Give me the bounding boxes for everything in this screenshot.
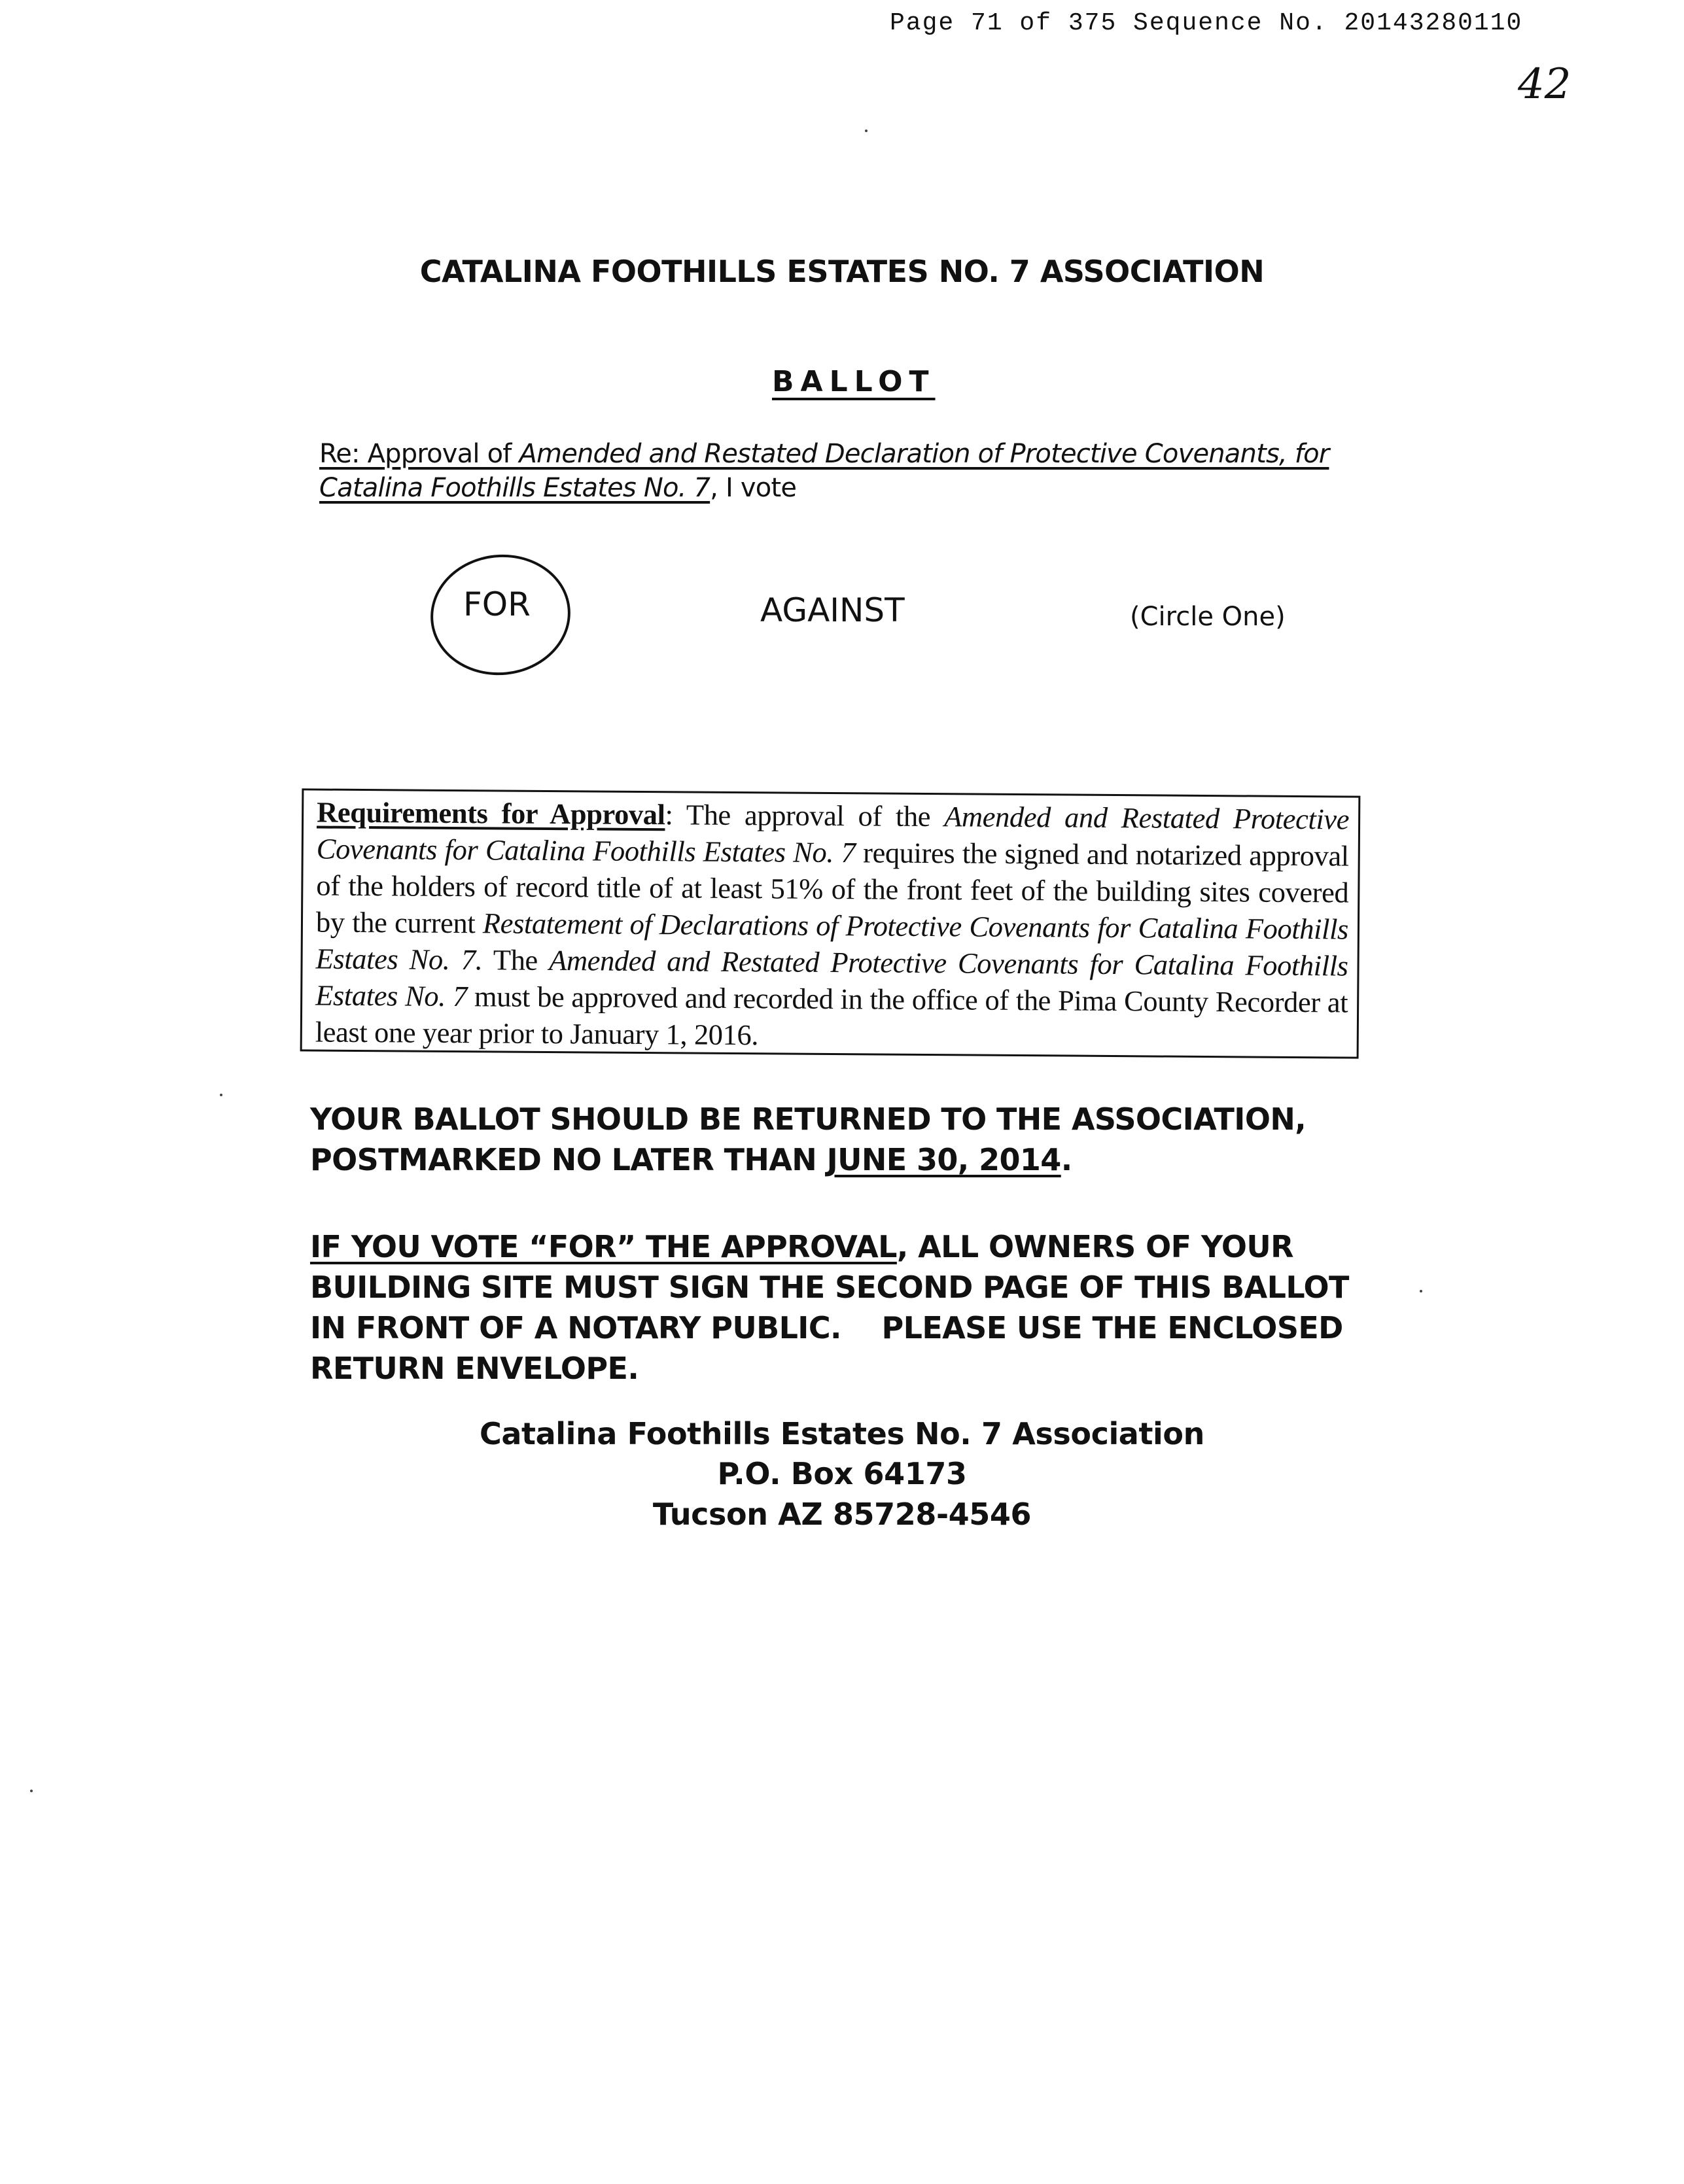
address-city: Tucson AZ 85728-4546: [652, 1497, 1032, 1532]
subject-document-name: Amended and Restated Declaration of Protective Covenants, for Catalina Foothills Estates No. 7: [319, 439, 1329, 503]
return-deadline-date: JUNE 30, 2014: [826, 1142, 1061, 1177]
address-po-box: P.O. Box 64173: [717, 1456, 967, 1491]
vote-note-rest: , ALL OWNERS OF YOUR BUILDING SITE MUST SIGN THE SECOND PAGE OF THIS BALLOT IN FRONT OF A NOTARY PUBLIC. PLEASE USE THE ENCLOSED RETURN ENVELOPE.: [310, 1229, 1359, 1386]
vote-option-for[interactable]: FOR: [463, 585, 531, 623]
vote-note-lead: IF YOU VOTE “FOR” THE APPROVAL: [310, 1229, 897, 1264]
requirements-heading: Requirements for Approval: [316, 795, 665, 831]
requirements-doc-3: Amended and Restated Protective Covenants for Catalina Foothills Estates No. 7: [315, 944, 1348, 1013]
scan-speck: [220, 1094, 222, 1096]
requirements-text-2: requires the signed and notarized approval of the holders of record title of at least 51% of the front feet of the building sites covered by the current: [315, 836, 1349, 940]
requirements-doc-2: Restatement of Declarations of Protective Covenants for Catalina Foothills Estates No. 7.: [315, 907, 1349, 977]
vote-option-against[interactable]: AGAINST: [760, 591, 905, 629]
address-name: Catalina Foothills Estates No. 7 Association: [480, 1416, 1204, 1451]
subject-suffix: , I vote: [710, 473, 797, 503]
ballot-subject: [319, 437, 1379, 505]
return-note-end: .: [1061, 1142, 1072, 1177]
scan-speck: [865, 130, 868, 132]
requirements-box: [300, 788, 1361, 1058]
requirements-doc-1: Amended and Restated Protective Covenants for Catalina Foothills Estates No. 7: [316, 800, 1350, 869]
notary-instruction: [310, 1226, 1383, 1389]
subject-prefix: Re: Approval of: [319, 439, 519, 469]
scan-speck: [1420, 1290, 1422, 1292]
vote-instruction: (Circle One): [1130, 602, 1286, 632]
return-deadline-notice: [310, 1099, 1370, 1180]
requirements-text-1: : The approval of the: [665, 798, 945, 833]
requirements-text-3: The: [482, 943, 550, 977]
sequence-header: Page 71 of 375 Sequence No. 20143280110: [890, 9, 1523, 37]
ballot-title: BALLOT: [772, 365, 936, 398]
requirements-text-4: must be approved and recorded in the office of the Pima County Recorder at least one year prior to January 1, 2016.: [315, 980, 1348, 1052]
organization-title: CATALINA FOOTHILLS ESTATES NO. 7 ASSOCIATION: [419, 254, 1265, 289]
scan-speck: [30, 1790, 33, 1792]
return-note-text: YOUR BALLOT SHOULD BE RETURNED TO THE ASSOCIATION, POSTMARKED NO LATER THAN: [310, 1101, 1307, 1177]
handwritten-page-number: 42: [1518, 60, 1571, 109]
